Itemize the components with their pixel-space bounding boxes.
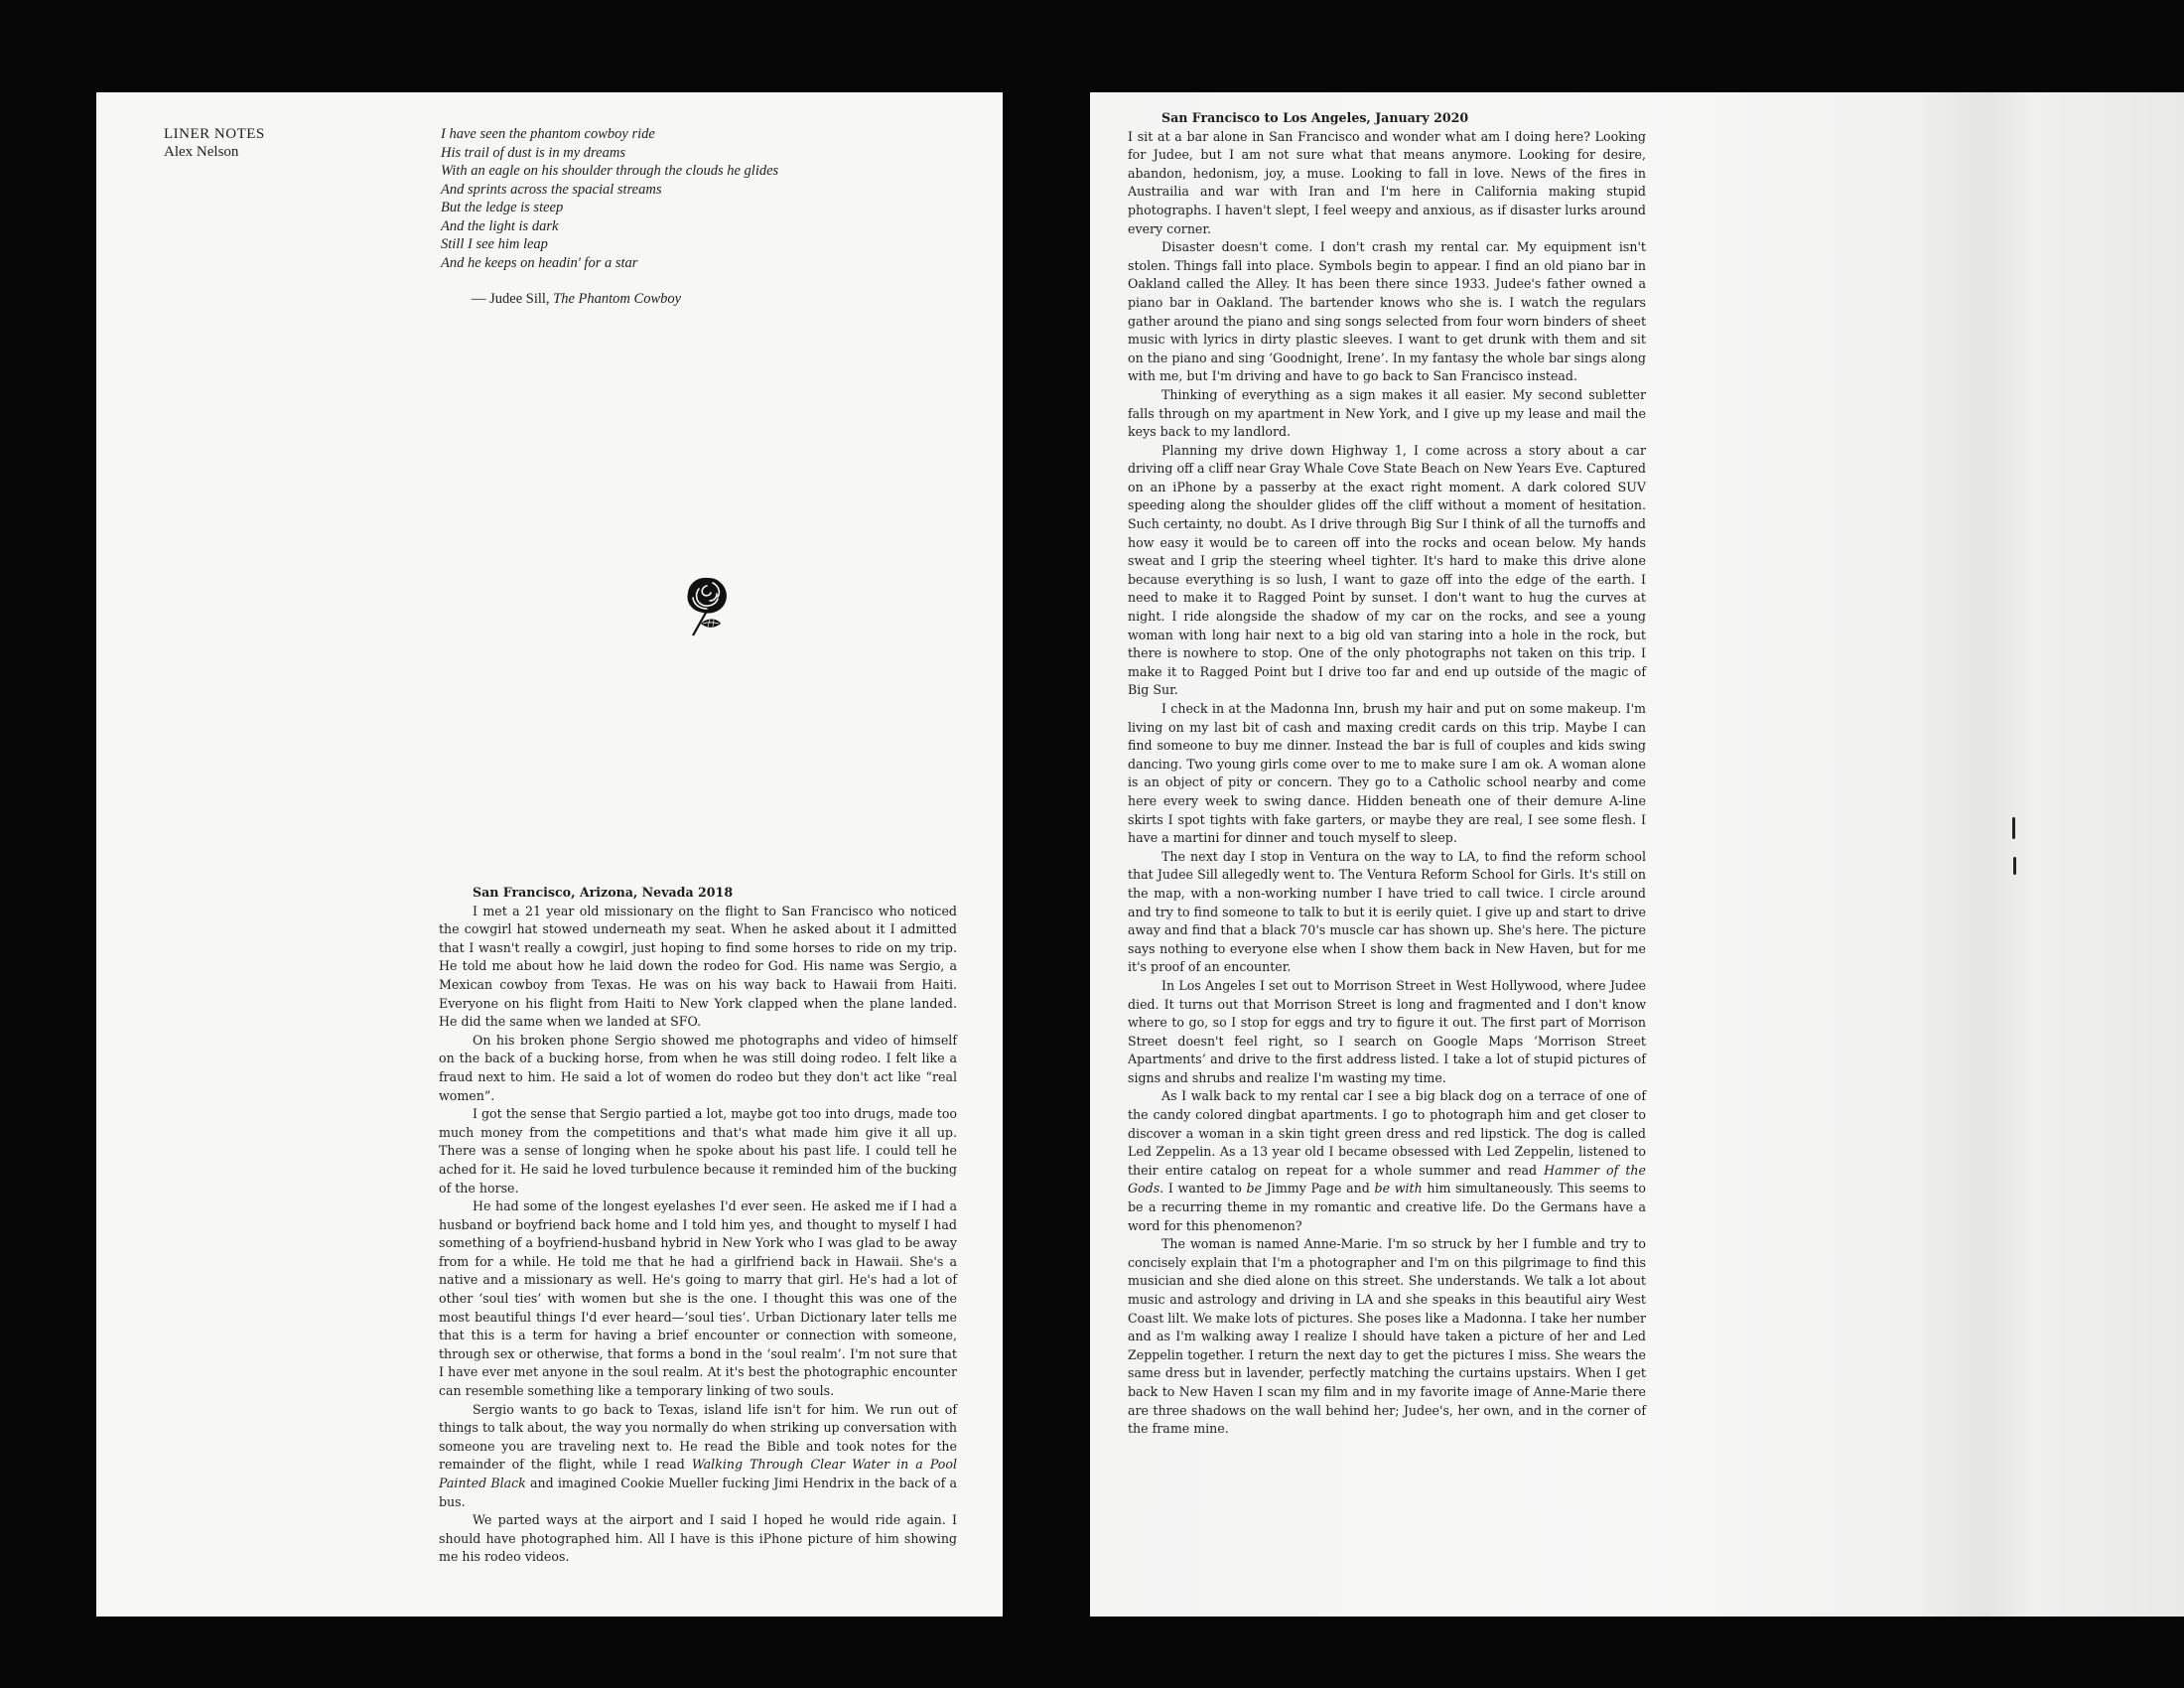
emphasis: be — [1246, 1181, 1263, 1196]
poem-line: And the light is dark — [441, 217, 559, 234]
paragraph — [439, 1401, 957, 1512]
paragraph: In Los Angeles I set out to Morrison Street in West Hollywood, where Judee died. It turns out that Morrison Street is long and fragmented and I don't know where to go, so I stop for eggs and try to figure it out. The first part of Morrison Street doesn't feel right, so I search on Google Maps ‘Morrison Street Apartments’ and drive to the first address listed. I take a lot of stupid pictures of signs and shrubs and realize I'm wasting my time. — [1128, 977, 1646, 1085]
poem-line: But the ledge is steep — [441, 200, 564, 215]
paragraph: We parted ways at the airport and I said I hoped he would ride again. I should have photographed him. All I have is this iPhone picture of him showing me his rodeo videos. — [439, 1512, 957, 1565]
paragraph: I sit at a bar alone in San Francisco and wonder what am I doing here? Looking for Judee, but I am not sure what that means anymore. Looking for desire, abandon, hedonism, joy, a muse. Looking to fall in love. News of the fires in Austrailia and war with Iran and I'm here in California making stupid photographs. I haven't slept, I feel weepy and anxious, as if disaster lurks around every corner. — [1128, 128, 1646, 236]
poem-line: And sprints across the spacial streams — [441, 181, 662, 198]
paragraph: He had some of the longest eyelashes I'd ever seen. He asked me if I had a husband or boyfriend back home and I told him yes, and thought to myself I had something of a boyfriend-husband hybrid in New York who I was glad to be away from for a while. He told me that he had a girlfriend back in Hawaii. She's a native and a missionary as well. He's going to marry that girl. He's had a lot of other ‘soul ties’ with women but she is the one. I thought this was one of the most beautiful things I'd ever heard—‘soul ties’. Urban Dictionary later tells me that this is a term for having a brief encounter or connection with someone, through sex or otherwise, that forms a bond in the ‘soul realm’. I'm not sure that I have ever met anyone in the soul realm. At it's best the photographic encounter can resemble something like a temporary linking of two souls. — [439, 1198, 957, 1399]
epigraph-attribution — [472, 291, 681, 308]
text-run: As I walk back to my rental car I see a big black dog on a terrace of one of the candy colored dingbat apartments. I go to photograph him and get closer to discover a woman in a skin tight green dress and red lipstick. The dog is called Led Zeppelin. As a 13 year old I became obsessed with Led Zeppelin, listened to their entire catalog on repeat for a whole summer and read — [1128, 1088, 1646, 1178]
paragraph: The next day I stop in Ventura on the way to LA, to find the reform school that Judee Sill allegedly went to. The Ventura Reform School for Girls. It's still on the map, with a non-working number I have tried to call twice. I circle around and try to find someone to talk to but it is eerily quiet. I give up and start to drive away and find that a black 70's muscle car has shown up. She's here. The picture says nothing to everyone else when I show them back in New Haven, but for me it's proof of an encounter. — [1128, 848, 1646, 975]
left-page — [96, 92, 1003, 1617]
epigraph-poem — [441, 125, 957, 272]
book-title: Walking Through Clear Water in a Pool Painted Black — [439, 1457, 957, 1490]
binding-staple-bottom — [2013, 857, 2016, 875]
header-title: LINER NOTES — [164, 126, 265, 142]
left-page-body — [439, 884, 957, 1567]
text-run: Sergio wants to go back to Texas, island life isn't for him. We run out of things to talk about, the way you normally do when striking up conversation with someone you are traveling next to. He read the Bible and took notes for the remainder of the flight, while I read — [439, 1401, 957, 1473]
text-run: . I wanted to — [1160, 1181, 1247, 1196]
paragraph: I met a 21 year old missionary on the flight to San Francisco who noticed the cowgirl hat stowed underneath my seat. When he asked about it I admitted that I wasn't really a cowgirl, just hoping to find some horses to ride on my trip. He told me about how he laid down the rodeo for God. His name was Sergio, a Mexican cowboy from Texas. He was on his way back to Hawaii from Haiti. Everyone on his flight from Haiti to New York clapped when the plane landed. He did the same when we landed at SFO. — [439, 903, 957, 1030]
attribution-song-title: The Phantom Cowboy — [553, 291, 682, 307]
paragraph: On his broken phone Sergio showed me photographs and video of himself on the back of a bucking horse, from when he was still doing rodeo. I felt like a fraud next to him. He said a lot of women do rodeo but they don't act like “real women”. — [439, 1032, 957, 1103]
paragraph: Disaster doesn't come. I don't crash my rental car. My equipment isn't stolen. Things fall into place. Symbols begin to appear. I find an old piano bar in Oakland called the Alley. It has been there since 1933. Judee's father owned a piano bar in Oakland. The bartender knows who she is. I watch the regulars gather around the piano and sing songs selected from four worn binders of sheet music with lyrics in dirty plastic sleeves. I want to get drunk with them and sit on the piano and sing ‘Goodnight, Irene’. In my fantasy the whole bar sings along with me, but I'm driving and have to go back to San Francisco instead. — [1128, 239, 1646, 384]
poem-line: With an eagle on his shoulder through the clouds he glides — [441, 163, 779, 179]
paragraph: I got the sense that Sergio partied a lot, maybe got too into drugs, made too much money from the competitions and that's what made him give it all up. There was a sense of longing when he spoke about his past life. I could tell he ached for it. He said he loved turbulence because it reminded him of the bucking of the horse. — [439, 1106, 957, 1196]
poem-line: And he keeps on headin' for a star — [441, 254, 638, 271]
poem-line: His trail of dust is in my dreams — [441, 144, 625, 161]
emphasis: be with — [1374, 1181, 1423, 1196]
rose-icon — [677, 574, 739, 645]
paragraph: I check in at the Madonna Inn, brush my hair and put on some makeup. I'm living on my last bit of cash and maxing credit cards on this trip. Maybe I can find someone to buy me dinner. Instead the bar is full of couples and kids swing dancing. Two young girls come over to me to make sure I am ok. A woman alone is an object of pity or concern. They go to a Catholic school nearby and come here every week to swing dance. Hidden beneath one of their demure A-line skirts I spot tights with fake garters, or maybe they are real, I see some flesh. I have a martini for dinner and touch myself to sleep. — [1128, 701, 1646, 846]
text-run: Jimmy Page and — [1262, 1181, 1375, 1196]
binding-staple-top — [2012, 817, 2015, 839]
text-run: him simultaneously. This seems to be a recurring theme in my romantic and creative life. Do the Germans have a word for this phenomenon? — [1128, 1181, 1647, 1233]
paragraph: Planning my drive down Highway 1, I come across a story about a car driving off a cliff near Gray Whale Cove State Beach on New Years Eve. Captured on an iPhone by a passerby at the exact right moment. A dark colored SUV speeding along the shoulder glides off the cliff without a moment of hesitation. Such certainty, no doubt. As I drive through Big Sur I think of all the turnoffs and how easy it would be to careen off into the rocks and ocean below. My hands sweat and I grip the steering wheel tighter. It's hard to make this drive alone because everything is so lush, I want to gaze off into the edge of the earth. I need to make it to Ragged Point by sunset. I don't want to hug the curves at night. I ride alongside the shadow of my car on the rocks, and see a young woman with long hair next to a big old van staring into a hole in the rock, but there is nowhere to stop. One of the only photographs not taken on this trip. I make it to Ragged Point but I drive too far and end up outside of the magic of Big Sur. — [1128, 442, 1646, 698]
right-page — [1090, 92, 2184, 1617]
right-page-body — [1128, 109, 1646, 1439]
paragraph: The woman is named Anne-Marie. I'm so struck by her I fumble and try to concisely explain that I'm a photographer and I'm on this pilgrimage to find this musician and she died alone on this street. She understands. We talk a lot about music and astrology and driving in LA and she speaks in this beautiful airy West Coast lilt. We make lots of pictures. She poses like a Madonna. I take her number and as I'm walking away I realize I should have taken a picture of her and Led Zeppelin together. I return the next day to get the pictures I miss. She wears the same dress but in lavender, perfectly matching the curtains upstairs. When I get back to New Haven I scan my film and in my favorite image of Anne-Marie there are three shadows on the wall behind her; Judee's, her own, and in the corner of the frame mine. — [1128, 1236, 1646, 1437]
attribution-author: — Judee Sill, — [472, 291, 554, 307]
text-run: and imagined Cookie Mueller fucking Jimi Hendrix in the back of a bus. — [439, 1476, 958, 1509]
paragraph — [1128, 1087, 1646, 1235]
header-author: Alex Nelson — [164, 144, 239, 160]
section-heading: San Francisco, Arizona, Nevada 2018 — [473, 885, 734, 900]
poem-line: Still I see him leap — [441, 236, 548, 252]
book-title: Hammer of the Gods — [1128, 1162, 1647, 1196]
section-heading: San Francisco to Los Angeles, January 2020 — [1161, 110, 1469, 125]
liner-notes-header — [164, 125, 265, 161]
poem-line: I have seen the phantom cowboy ride — [441, 126, 655, 142]
paragraph: Thinking of everything as a sign makes it all easier. My second subletter falls through on my apartment in New York, and I give up my lease and mail the keys back to my landlord. — [1128, 386, 1646, 440]
